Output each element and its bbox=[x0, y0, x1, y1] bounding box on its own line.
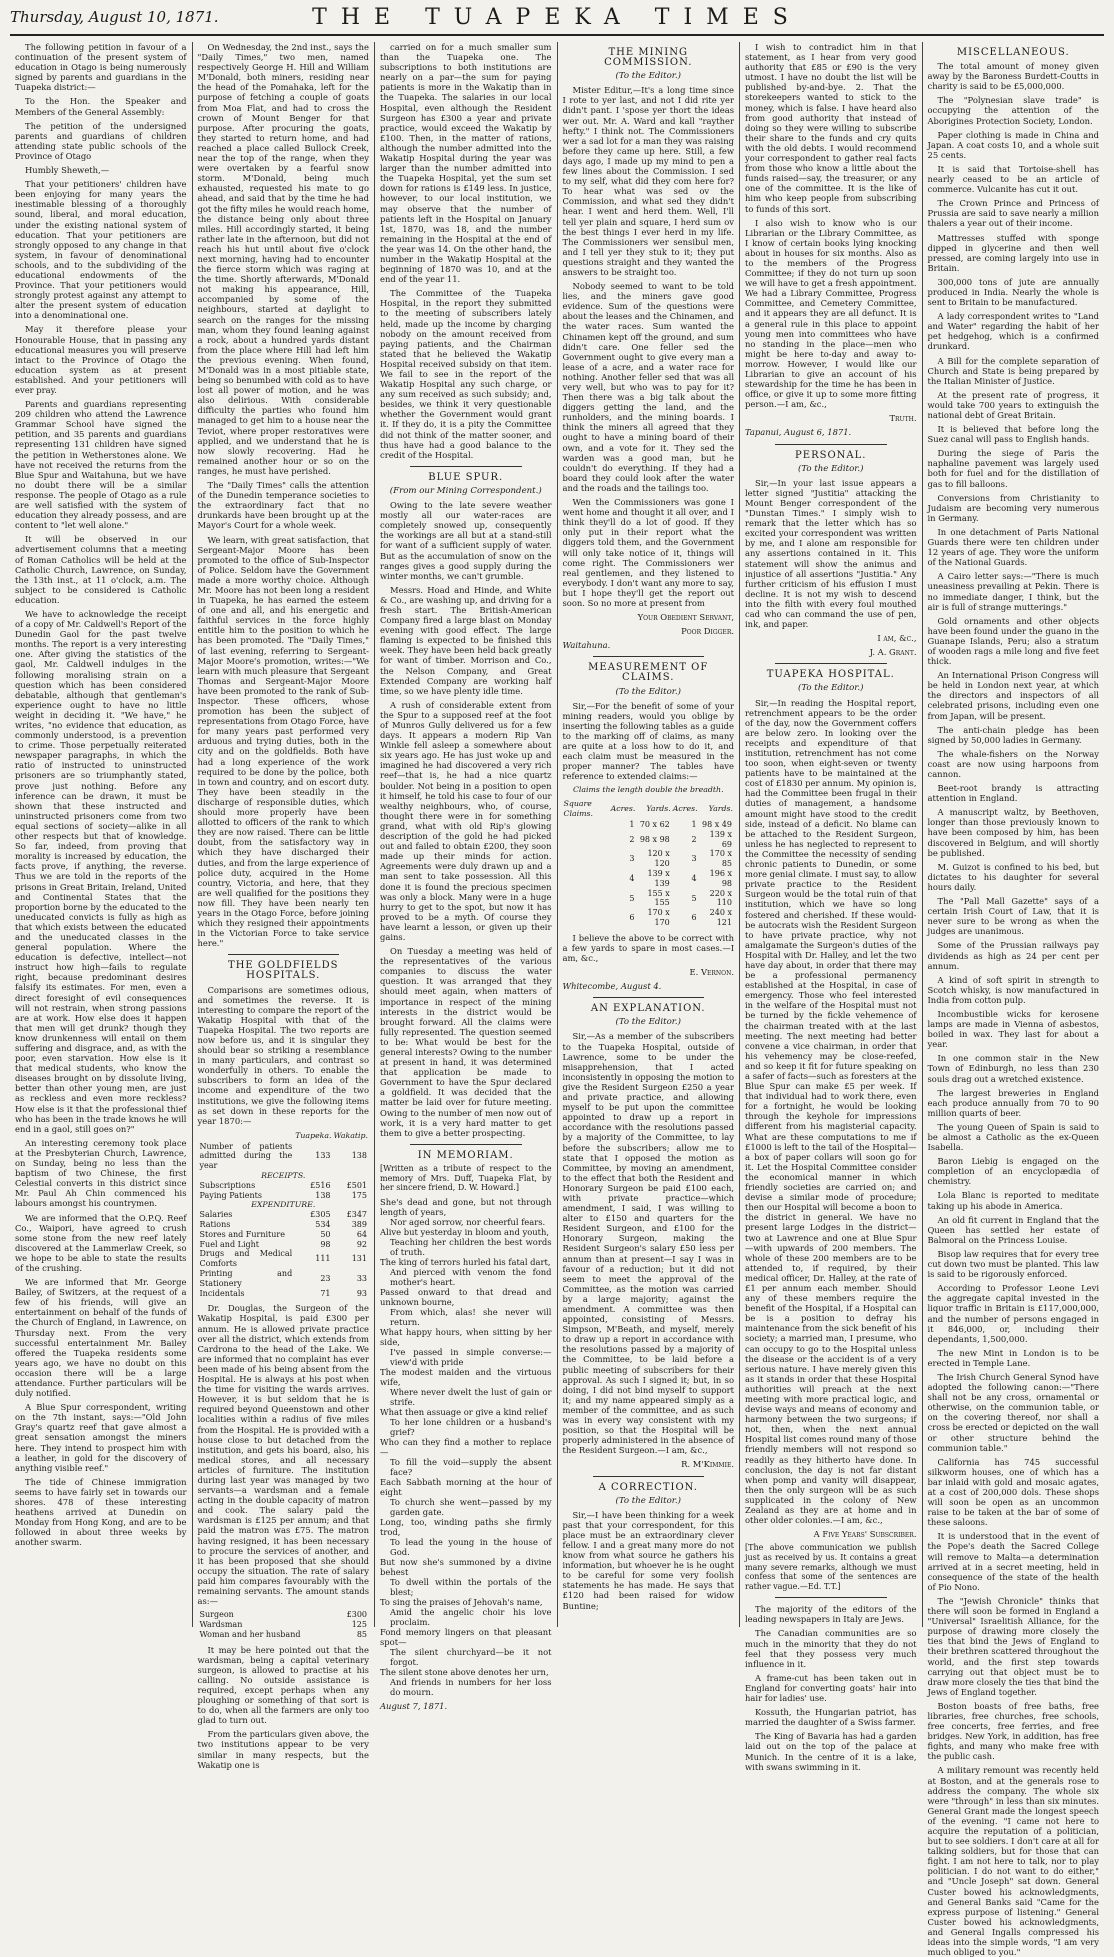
receipts-label: RECEIPTS. bbox=[261, 1171, 306, 1181]
table-cell: 5 bbox=[629, 893, 635, 903]
table-row bbox=[198, 1620, 370, 1630]
list-item: The "Jewish Chronicle" thinks that there will soon be formed in England a "Universal" Israelitish Alliance, for the purpose of drawing more closely the ties that bind the Jews of England to their brethren scattered throughout the world, and the first step towards carrying out that object must be to draw more closely the ties that bind the Jews of England together. bbox=[927, 1595, 1099, 1697]
table-cell: 98 x 98 bbox=[639, 834, 670, 844]
table-cell: 85 bbox=[356, 1629, 367, 1639]
table-cell: 71 bbox=[320, 1288, 331, 1298]
newspaper-title: THE TUAPEKA TIMES bbox=[312, 4, 802, 30]
divider bbox=[228, 954, 340, 955]
poem-line: Each Sabbath morning at the hour of eight bbox=[380, 1476, 552, 1497]
table-row bbox=[563, 820, 735, 830]
table-header: Yards. bbox=[708, 804, 733, 814]
correction-subheading: (To the Editor.) bbox=[615, 1495, 682, 1506]
blue-spur-rush: A rush of considerable extent from the Spur to a supposed reef at the foot of Munros Gully delivered us for a few days. It appears a modern Rip Van Winkle fell asleep a somewhere about six years ago. He has just woke up and imagined he had discovered a very rich reef—that is, he had a nice quartz boulder. Not being in a position to open it himself, he told his case to four of our wealthy neighbours, who, of course, thought there were in for something grand, what with old Rip's glowing description of the gold he had picked out and failed to obtain £200, they soon made up their minds for action. Agreements were duly drawn up and a man sent to take possession. All this done it is found the precious specimen was only a block. Many were in a huge hurry to get to the spot, but now it has proved to be a myth. Of course they have learnt a lesson, or given up their gains. bbox=[380, 699, 552, 942]
poem-line: What then assuage or give a kind relief bbox=[380, 1406, 548, 1417]
petition-signatures: Parents and guardians representing 209 children who attend the Lawrence Grammar School have signed the petition, and 35 parents and guardians representing 131 children have signed the petition in Wetherstones alone. We have not received the returns from the Blue Spur and Waitahuna, but we have no doubt there will be a similar response. The people of Otago as a rule are well satisfied with the system of education they already possess, and are content to "let well alone." bbox=[15, 399, 187, 531]
table-cell: 196 x 98 bbox=[709, 869, 732, 888]
poem-line: The silent churchyard—be it not forgot. bbox=[390, 1646, 552, 1667]
correction-letter: Sir,—I have been thinking for a week past that your correspondent, for this place must be an extraordinary clever fellow. I and a great many more do not know from what source he gathers his information, but whoever he is he ought to be careful for some very foolish statements he has made. He says that £120 had been raised for widow Buntine; bbox=[562, 1509, 734, 1611]
table-cell: 155 x 155 bbox=[647, 888, 670, 908]
table-cell: 139 x 69 bbox=[709, 829, 732, 849]
table-cell: 1 bbox=[691, 820, 697, 830]
poem-line: To church she went—passed by my garden gate. bbox=[390, 1496, 552, 1517]
memoriam-poem bbox=[380, 1197, 552, 1697]
petition-prayer: May it therefore please your Honourable House, that in passing any educational measures you will preserve intact to the Province of Otago the education system as at present established. And your petitioners will ever pray. bbox=[15, 324, 187, 395]
table-cell: 4 bbox=[691, 873, 697, 883]
list-item: The whale-fishers on the Norway coast are now using harpoons from cannon. bbox=[927, 748, 1099, 779]
table-cell bbox=[563, 849, 610, 869]
table-cell: 98 bbox=[320, 1239, 331, 1249]
list-item: Lola Blanc is reported to meditate taking up his abode in America. bbox=[927, 1190, 1099, 1211]
divider bbox=[593, 997, 705, 998]
poem-line: Passed onward to that dread and unknown bourne, bbox=[380, 1286, 552, 1307]
table-row bbox=[198, 1191, 370, 1201]
table-row bbox=[198, 1230, 370, 1240]
poem-line: And friends in numbers for her loss do mourn. bbox=[390, 1676, 552, 1697]
list-item: An old fit current in England that the Queen has settled her estate of Balmoral on the Princess Louise. bbox=[927, 1214, 1099, 1245]
poem-line: But now she's summoned by a divine behest bbox=[380, 1556, 552, 1577]
column-5 bbox=[740, 42, 923, 1772]
poem-line: I've passed in simple converse:—view'd with pride bbox=[390, 1346, 552, 1367]
poem-line: To dwell within the portals of the blest; bbox=[390, 1576, 552, 1597]
table-cell: 220 x 110 bbox=[709, 888, 732, 908]
table-cell: 175 bbox=[351, 1190, 367, 1200]
explanation-letter: Sir,—As a member of the subscribers to the Tuapeka Hospital, outside of Lawrence, some to be under the misapprehension, that I acted inconsistently in opposing the motion to give the Resident Surgeon £250 a year and private practice, and allowing myself to be put upon the committee appointed to draw up a report in accordance with the resolutions passed by a majority of the Committee, to lay before the subscribers; allow me to state that I opposed the motion as Committee, by moving an amendment, to the effect that both the Resident and Honorary Surgeon be paid £100 each, with private practice—which amendment, I said, I was willing to alter to £150 and quarters for the Resident Surgeon, and £100 for the Honorary Surgeon, making the Resident Surgeon's salary £50 less per annum than at present—I say I was in favour of a reduction; but it did not seem to meet the approval of the Committee, as the motion was carried by a large majority; against the amendment. A committee was then appointed, consisting of Messrs. Simpson, M'Beath, and myself, merely to draw up a report in accordance with the resolutions passed by a majority of the Committee, to be laid before a public meeting of subscribers for their approval. As such I signed it; but, in so doing, I did not bind myself to support it; and my name appeared simply as a member of the committee, and as such was in every way consistent with my position, so that the Hospital will be properly administered in the absence of the Resident Surgeon.—I am, &c., bbox=[562, 1031, 734, 1456]
table-cell: 6 bbox=[629, 913, 635, 923]
personal-signature: J. A. Grant. bbox=[869, 647, 917, 658]
petition-address: To the Hon. the Speaker and Members of the General Assembly: bbox=[15, 96, 187, 117]
blue-spur-subheading: (From our Mining Correspondent.) bbox=[389, 485, 542, 496]
list-item: The Crown Prince and Princess of Prussia are said to save nearly a million thalers a year out of their income. bbox=[927, 198, 1099, 229]
table-cell: 3 bbox=[629, 854, 635, 864]
tuapeka-hospital-subheading: (To the Editor.) bbox=[797, 683, 864, 694]
goldfields-hospitals-heading: THE GOLDFIELDS HOSPITALS. bbox=[228, 960, 339, 982]
list-item: A Cairo letter says:—"There is much uneasiness prevailing at Pekin. There is no immediate danger, I think, but the air is full of strange mutterings." bbox=[927, 571, 1099, 612]
tuapeka-hospital-letter: Sir,—In reading the Hospital report, retrenchment appears to be the order of the day, now the Government coffers are below zero. In looking over the receipts and expenditure of that institution, retrenchment has not come too soon, when eight-seven or twenty patients have to be maintained at the cost of £1830 per annum. My opinion is, had the Committee been frugal in their duties of management, a handsome amount might have stood to the credit side, instead of a deficit. No blame can be attached to the Resident Surgeon, unless he has neglected to represent to the Committee the necessity of sending chronic patients to Dunedin, or some more genial climate. I must say, to allow private practice to the Resident Surgeon would be the total ruin of that institution, which we have so long fostered and cherished. If these would-be autocrats wish the Resident Surgeon to have private practice, why not amalgamate the Surgeon's duties of the Hospital with Dr. Halley, and let the two have day about, in order that there may be a professional permanency established at the Hospital, in case of emergency. Those who feel interested in the welfare of the Hospital must not be turned by the fickle vehemence of the chairman treated with at the last meeting. The next meeting had better convene a vice chairman, in order that his vehemency may be close-reefed, and so keep it fit for future speaking on a safer of facts—such as foresters at the Blue Spur can make £5 per week. If that individual had to work there, even for a fortnight, he would be looking through the keyhole for impressions different from his magisterial capacity. What are these computations to me if £1000 is left to the tail of the Hospital—a box of paper collars will soon go for it. Let the Hospital Committee consider the economical manner in which friendly societies are carried on; and devise a similar mode of procedure; then our Hospital will become a boon to the district in general. We have no present large Lodges in the district—two at Lawrence and one at Blue Spur—with upwards of 200 members. The whole of these 200 members are to be attended to, if required, by their medical officer, Dr. Halley, at the rate of £1 per annum each member. Should any of these members require the benefit of the Hospital, if a Hospital can be is a position to defray his maintenance from the sick benefit of his society; a married man, I presume, who can occupy to go to the Hospital unless the disease or the accident is of a very serious nature. I have merely given this as it stands in order that these Hospital authorities will preach at the next meeting with more practical logic, and devise ways and means of economy and harmony between the two surgeons; if not, then, when the next annual Hospital list comes round many of those friendly members will not respond so readily as they hitherto have done. In conclusion, the day is not far distant when pomp and vanity will disappear, then the only surgeon will be as such supplicated in the colony of New Zealand as they are at home and in other older colonies.—I am, &c., bbox=[745, 697, 917, 1526]
table-cell bbox=[563, 820, 610, 830]
divider bbox=[775, 444, 887, 445]
list-item: It is understood that in the event of the Pope's death the Sacred College will remove to Malta—a determination arrived at in a secret meeting, held in consequence of the state of the health of Pio Nono. bbox=[927, 1531, 1099, 1592]
table-header: Tuapeka. bbox=[295, 1130, 332, 1140]
list-item: A Bill for the complete separation of Church and State is being prepared by the Italian Minister of Justice. bbox=[927, 355, 1099, 386]
poem-line: Who can they find a mother to replace— bbox=[380, 1436, 552, 1457]
list-item: During the siege of Paris the naphaline pavement was largely used both for fuel and for the distillation of gas to fill balloons. bbox=[927, 448, 1099, 489]
poem-line: She's dead and gone, but not through length of years, bbox=[380, 1196, 552, 1217]
table-cell: 170 x 170 bbox=[647, 908, 670, 928]
blue-spur-meeting: On Tuesday a meeting was held of the representatives of the various companies to discuss the water question. It was arranged that they should meet again, when matters of importance in respect of the mining interests in the district would be brought forward. All the claims were fully represented. The question seemed to be: What would be best for the general interests? Owing to the number at present in hand, it was determined that application be made to Government to have the Spur declared a goldfield. It was decided that the matter be laid over for future meeting. Owing to the number of men now out of work, it is a very hard matter to get them to give a better prospecting. bbox=[380, 946, 552, 1138]
claims-table bbox=[563, 798, 735, 927]
correction-continued-2: I also wish to know who is our Librarian or the Library Committee, as I know of certain books lying knocking about in houses for six months. Also as to the members of the Progress Committee; if they do not turn up soon we will have to get a fresh appointment. We had a Library Committee, Progress Committee, and Cemetery Committee, and it appears they are all defunct. It is a general rule in this place to appoint young men into committees who have no standing in the place—men who might be here to-day and away to-morrow. However, I would like our Librarian to give an account of his stewardship for the time he has been in office, or give it up to some more fitting person.—I am, &c., bbox=[745, 217, 917, 410]
table-cell: 33 bbox=[356, 1273, 367, 1283]
table-cell: 70 x 62 bbox=[639, 820, 670, 830]
blue-spur-companies: Messrs. Hoad and Hinde, and White & Co., are washing up, and driving for a fresh start. The British-American Company fired a large blast on Monday evening with good effect. The large flaming is expected to be finished this week. They have been held back greatly for want of timber. Morrison and Co., the Nelson Company, and Great Extended Company are working half time, so we have plenty idle time. bbox=[380, 584, 552, 696]
table-row bbox=[563, 889, 735, 909]
table-cell: £300 bbox=[346, 1610, 367, 1620]
mining-letter-3: Wen the Commissioners was gone I went home and thought it all over, and I think they'll do a lot of good. If they only put in their report what the diggers told them, and the Government will only take notice of it, things will come right. The Commissioners wer real gentlemen, and they listened to everybody. I don't want any more to say, but I hope they'll get the report out soon. So no more at present from bbox=[562, 497, 734, 608]
brief-goats-hair: A frame-cut has been taken out in England for converting goats' hair into hair for ladies' use. bbox=[745, 1672, 917, 1704]
claims-letter: Sir,—For the benefit of some of your mining readers, would you oblige by inserting the following tables as a guide to the marking off of claims, as many are quite at a loss how to do it, and each claim must be measured in the proper manner? The tables have reference to extended claims:— bbox=[562, 700, 734, 782]
table-cell: £501 bbox=[346, 1180, 367, 1190]
list-item: Conversions from Christianity to Judaism are becoming very numerous in Germany. bbox=[927, 492, 1099, 523]
table-cell: 93 bbox=[356, 1288, 367, 1298]
table-cell: Fuel and Light bbox=[199, 1239, 259, 1249]
miscellaneous-list bbox=[928, 61, 1100, 1957]
table-cell: 2 bbox=[629, 834, 635, 844]
divider bbox=[593, 656, 705, 657]
table-cell: £516 bbox=[310, 1180, 331, 1190]
list-item: Baron Liebig is engaged on the completion of an encyclopædia of chemistry. bbox=[927, 1156, 1099, 1187]
tuapeka-hospital-signature: A Five Years' Subscriber. bbox=[813, 1529, 917, 1540]
table-row bbox=[198, 1249, 370, 1269]
temperance-note: The "Daily Times" calls the attention of the Dunedin temperance societies to the extraordinary fact that no drunkards have been brought up at the Mayor's Court for a whole week. bbox=[197, 480, 369, 531]
police-promotion: We learn, with great satisfaction, that Sergeant-Major Moore has been promoted to the office of Sub-Inspector of Police. Seldom have the Government made a more worthy choice. Although Mr. Moore has not been long a resident in Tuapeka, he has earned the esteem of one and all, and his energetic and faithful services in the force highly entitle him to the position to which he has been promoted. The "Daily Times," of last evening, referring to Sergeant-Major Moore's promotion, writes:—"We learn with much pleasure that Sergeant Thomas and Sergeant-Major Moore have been promoted to the rank of Sub-Inspector. These officers, whose promotion has been the subject of representations from Otago Force, have for many years past performed very arduous and trying duties, both in the city and on the goldfields. Both have had a long experience of the work required to be done by the police, both in town and country, and on escort duty. They have been steadily in the discharge of responsible duties, which should more properly have been allotted to officers of the rank to which they are now raised. There can be little doubt, from the satisfactory way in which they have discharged their duties, and from the large experience of police duty, acquired in the Home country, Victoria, and here, that they are well qualified for the positions they now fill. They have been nearly ten years in the Otago Force, before joining which they resigned their appointments in the Victorian Force to take service here." bbox=[197, 534, 369, 949]
list-item: Some of the Prussian railways pay dividends as high as 24 per cent per annum. bbox=[927, 940, 1099, 971]
list-item: Boston boasts of free baths, free libraries, free churches, free schools, free concerts, free ferries, and free bridges. New York, in addition, has free fights, and many who make free with the public cash. bbox=[927, 1700, 1099, 1762]
column-6 bbox=[923, 42, 1105, 1957]
poem-line: Teaching her children the best words of truth. bbox=[390, 1236, 552, 1257]
table-header bbox=[198, 1130, 295, 1142]
table-cell: 64 bbox=[356, 1229, 367, 1239]
correction-heading: A CORRECTION. bbox=[598, 1481, 698, 1493]
poem-line: Long, too, winding paths she firmly trod, bbox=[380, 1516, 552, 1537]
table-cell: 138 bbox=[351, 1151, 367, 1161]
editor-note: [The above communication we publish just as received by us. It contains a great many severe remarks, although we must confess that some of the sentences are rather vague.—Ed. T.T.] bbox=[745, 1543, 917, 1591]
wakatip-surgeon: Dr. Douglas, the Surgeon of the Wakatip Hospital, is paid £300 per annum. He is allowed private practice over all the district, which extends from Cardrona to the head of the Lake. We are informed that no complaint has ever been made of his being absent from the Hospital. He is always at his post when the time for visiting the wards arrives. However, it is but seldom that he is required beyond Queenstown and other localities within a radius of five miles from the Hospital. He is provided with a house close to but detached from the institution, and gets his board, also, his medical stores, and all necessary articles of furniture. The institution during last year was managed by two servants—a wardsman and a female acting in the double capacity of matron and cook. The salary paid the wardsman is £125 per annum; and that paid the matron was £75. The matron having resigned, it has been necessary to procure the services of another, and it has been proposed that she should occupy the situation. The rate of salary paid him compares favourably with the remaining servants. The amount stands as:— bbox=[197, 1303, 369, 1607]
list-item: Gold ornaments and other objects have been found under the guano in the Guanape Islands, Peru; also a stratum of wooden rags a mile long and five feet thick. bbox=[927, 615, 1099, 667]
list-item: In one detachment of Paris National Guards there were ten children under 12 years of age. They wore the uniform of the National Guards. bbox=[927, 526, 1099, 568]
list-item: The young Queen of Spain is said to be almost a Catholic as the ex-Queen Isabella. bbox=[927, 1121, 1099, 1153]
explanation-subheading: (To the Editor.) bbox=[615, 1017, 682, 1028]
hospital-committee: The Committee of the Tuapeka Hospital, in the report they submitted to the meeting of subscribers lately held, made up the income by charging nobody on the amount received from paying patients, and the Chairman stated that he believed the Wakatip Hospital received subsidy on that item. We fail to see in the report of the Wakatip Hospital any such charge, or any sum received as such subsidy; and, besides, we think it very questionable whether the Government would grant it. If they do, it is a pity the Committee did not think of the matter sooner, and thus have had a good balance to the credit of the Hospital. bbox=[380, 288, 552, 460]
list-item: The largest breweries in England each produce annually from 70 to 90 million quarts of beer. bbox=[927, 1087, 1099, 1118]
table-cell: Stores and Furniture bbox=[199, 1229, 285, 1239]
personal-letter: Sir,—In your last issue appears a letter signed "Justitia" attacking the Mount Benger correspondent of the "Dunstan Times." I simply wish to remark that the letter which has so excited your correspondent was written by me, and I alone am responsible for any assertions contained in it. This statement will show the animus and injustice of all assertions "Justitia." Any further criticism of his effusion I must decline. It is not my wish to descend into the filth with every foul mouthed cad who can command the use of pen, ink, and paper. bbox=[745, 477, 917, 630]
table-cell: Surgeon bbox=[199, 1610, 234, 1620]
table-cell: 92 bbox=[356, 1239, 367, 1249]
poem-line: To her lone children or a husband's grief? bbox=[390, 1416, 552, 1437]
list-item: Beet-root brandy is attracting attention in England. bbox=[927, 783, 1099, 804]
table-cell: 125 bbox=[351, 1620, 367, 1629]
table-cell: 139 x 139 bbox=[647, 869, 670, 888]
table-cell: Woman and her husband bbox=[199, 1629, 301, 1639]
list-item: California has 745 successful silkworm houses, one of which has a bar inlaid with gold and mosaic agates, at a cost of 200,000 dols. These shops will soon be open as an uncommon raise to be taken at the bar of some of these saloons. bbox=[927, 1456, 1099, 1528]
brief-canada: The Canadian communities are so much in the minority that they do not feel that they possess very much influence in it. bbox=[745, 1628, 917, 1669]
table-row bbox=[563, 830, 735, 850]
list-item: In one common stair in the New Town of Edinburgh, no less than 230 souls drag out a wretched existence. bbox=[927, 1053, 1099, 1084]
table-cell: 111 bbox=[315, 1254, 331, 1264]
table-header-row bbox=[198, 1130, 370, 1142]
hospitals-comparison: Comparisons are sometimes odious, and sometimes the reverse. It is interesting to compare the report of the Wakatip Hospital with that of the Tuapeka Hospital. The two reports are now before us, and it is singular they should bear so striking a resemblance in many particulars, and contrast so wonderfully in others. To enable the subscribers to form an idea of the income and expenditure of the two institutions, we give the following items as set down in these reports for the year 1870:— bbox=[197, 984, 369, 1126]
snow-storm-story: On Wednesday, the 2nd inst., says the "Daily Times," two men, named respectively George H. Hill and William M'Donald, both miners, residing near the head of the Pomahaka, left for the purpose of fetching a couple of goats from Moa Flat, and had to cross the crown of Mount Benger for that purpose. After procuring the goats, they started to return home, and had reached a place called Bullock Creek, near the top of the range, when they were overtaken by a fearful snow storm. M'Donald, being much exhausted, requested his mate to go ahead, and said that by the time he had got the fifty miles he would reach home, the distance being only about three miles. Hill accordingly started, it being rather late in the afternoon, but did not reach his hut until about five o'clock next morning, having had to encounter the fierce storm which was raging at the time. Shortly afterwards, M'Donald not making his appearance, Hill, accompanied by some of the neighbours, started at daylight to search on the ranges for the missing man, whom they found leaning against a rock, about a hundred yards distant from the place where Hill had left him the previous evening. When found, M'Donald was in a most pitiable state, being so benumbed with cold as to have lost all power of motion, and he was also delirious. With considerable difficulty the parties who found him managed to get him to a house near the Teviot, where proper restoratives were applied, and we understand that he is now slowly recovering. Had he remained another hour or so on the ranges, he must have perished. bbox=[197, 42, 369, 476]
table-cell: Wardsman bbox=[199, 1620, 243, 1629]
correction-place: Tapanui, August 6, 1871. bbox=[745, 427, 852, 438]
tuapeka-hospital-heading: TUAPEKA HOSPITAL. bbox=[766, 669, 895, 681]
table-cell bbox=[563, 908, 610, 928]
chinese-baptism: An interesting ceremony took place at the Presbyterian Church, Lawrence, on Sunday, being no less than the baptism of two Chinese, the first Celestial converts in this district since Mr. Paul Ah Chin commenced his labours amongst his countrymen. bbox=[15, 1137, 187, 1209]
table-row bbox=[198, 1630, 370, 1640]
table-cell: £347 bbox=[346, 1210, 367, 1220]
table-section-row bbox=[198, 1200, 370, 1210]
table-row bbox=[563, 908, 735, 928]
table-header: Yards. bbox=[646, 804, 671, 814]
table-cell: Drugs and Medical Comforts bbox=[199, 1249, 293, 1269]
poem-date: August 7, 1871. bbox=[380, 1700, 448, 1711]
personal-signoff: I am, &c., bbox=[877, 633, 917, 644]
list-item: A kind of soft spirit in strength to Scotch whisky, is now manufactured in India from cotton pulp. bbox=[927, 974, 1099, 1005]
divider bbox=[775, 1597, 887, 1598]
poem-line: And pierced with venom the fond mother's heart. bbox=[390, 1266, 552, 1287]
poem-line: The king of terrors hurled his fatal dart, bbox=[380, 1256, 551, 1267]
hospitals-continued: From the particulars given above, the two institutions appear to be very similar in many respects, but the Wakatip one is bbox=[197, 1729, 369, 1770]
petition-body: That your petitioners' children have been enjoying for many years the inestimable blessing of a thoroughly sound, liberal, and moral education, under the existing national system of education. That your petitioners are strongly opposed to any change in that system, in favour of denominational schools, and to the subdividing of the educational endowments of the Province. That your petitioners would strongly protest against any attempt to alter the present system of education into a denominational one. bbox=[15, 179, 187, 321]
table-row bbox=[198, 1181, 370, 1191]
claims-table-caption: Claims the length double the breadth. bbox=[572, 785, 724, 795]
list-item: According to Professor Leone Levi the aggregate capital invested in the liquor traffic in Britain is £117,000,000, and the number of persons engaged in it 846,000, or, including their dependants, 1,500,000. bbox=[927, 1283, 1099, 1344]
table-row bbox=[198, 1240, 370, 1250]
gaol-report: We have to acknowledge the receipt of a copy of Mr. Caldwell's Report of the Dunedin Gaol for the past twelve months. The report is a very interesting one. After giving the statistics of the gaol, Mr. Caldwell indulges in the following moralising strain on a question which has been considered debatable, although that gentleman's experience ought to have no little weight in deciding it. "We have," he writes, "no evidence that education, as commonly understood, is a prevention to crime. Those perpetually reiterated newspaper paragraphs, in which the ratio of instructed to uninstructed prisoners are so triumphantly stated, prove just nothing. Before any inference can be drawn, it must be shown that these instructed and uninstructed prisoners come from two equal sections of society—alike in all other respects but that of knowledge. So far, indeed, from proving that morality is increased by education, the facts prove, if anything, the reverse. Thus we are told in the reports of the prisons in Great Britain, Ireland, United and Continental States that the proportion borne by the educated to the uneducated convicts is fully as high as that which exists between the educated and the uneducated classes in the general population. Where the education is defective, intellect—not instruct how high—fails to regulate right, because predominant desires falsify its estimates. For men, even a direct foresight of evil consequences will not restrain, when strong passions are at work. How else does it happen that men will get drunk? though they know drunkenness will entail on them suffering and disgrace, and, as with the poor, even starvation. How else is it that medical students, who know the diseases brought on by dissolute living, better than other young men, are just as reckless and even more reckless? How else is it that the professional thief who has been in the trade knows he will end in a gaol, still goes on?" bbox=[15, 608, 187, 1134]
table-row bbox=[198, 1142, 370, 1171]
column-3 bbox=[375, 42, 558, 1711]
memoriam-note: [Written as a tribute of respect to the memory of Mrs. Duff, Tuapeka Flat, by her sincere friend, D. W. Howard.] bbox=[380, 1163, 552, 1193]
issue-date: Thursday, August 10, 1871. bbox=[10, 8, 219, 26]
list-item: It is said that Tortoise-shell has nearly ceased to be an article of commerce. Vulcanite has cut it out. bbox=[927, 163, 1099, 195]
masthead bbox=[10, 0, 1104, 36]
table-cell bbox=[563, 830, 610, 850]
table-cell: Printing and Stationery bbox=[199, 1269, 293, 1288]
mining-place: Waitahuna. bbox=[562, 640, 611, 651]
divider bbox=[775, 663, 887, 664]
table-cell: 5 bbox=[691, 893, 697, 903]
brief-italy: The majority of the editors of the leading newspapers in Italy are Jews. bbox=[745, 1604, 917, 1625]
hospital-accounts-table bbox=[198, 1130, 370, 1299]
table-cell: 4 bbox=[629, 873, 635, 883]
table-cell: Incidentals bbox=[199, 1288, 245, 1298]
table-row bbox=[563, 869, 735, 889]
blue-spur-note: A Blue Spur correspondent, writing on the 7th instant, says:—"Old John Gray's quartz reef that gave almost a great sensation amongst the miners here. They intend to prospect him with a leather, in gold for the discovery of anything visible reef." bbox=[15, 1402, 187, 1473]
table-cell: Paying Patients bbox=[199, 1190, 262, 1200]
catholic-meeting: It will be observed in our advertisement columns that a meeting of Roman Catholics will be held at the Catholic Church, Lawrence, on Sunday, the 13th inst., at 11 o'clock, a.m. The subject to be considered is Catholic education. bbox=[15, 534, 187, 605]
poem-line: The modest maiden and the virtuous wife, bbox=[380, 1366, 552, 1387]
petition-preamble: The petition of the undersigned parents and guardians of children attending state public schools of the Province of Otago bbox=[15, 120, 187, 161]
wardsman-note: It may be here pointed out that the wardsman, being a capital veterinary surgeon, is allowed to practise at his calling. No outside assistance is required, except perhaps when any ploughing or something of that sort is to do, when all the farmers are only too glad to turn out. bbox=[197, 1644, 369, 1726]
table-cell: 1 bbox=[629, 820, 635, 830]
table-cell: 138 bbox=[315, 1190, 331, 1200]
divider bbox=[410, 466, 522, 467]
table-header-row bbox=[563, 798, 735, 820]
table-header: Acres. bbox=[672, 804, 698, 814]
table-header: Acres. bbox=[610, 804, 636, 814]
mining-letter-1: Mister Editur,—It's a long time since I rote to yer last, and not I did rite yer didn't pant. I 'spose yer thort the ideas wer out. Mr. A. Ward and kall "rayther hefty." I think not. The Commissioners wer a sad lot for a man they was raising before they came up here. Still, a few days ago, I made up my mind to pen a few lines about the Commission. I sed to my self, what did they com here for? To hear what was sed ov the Commission, and what sed they didn't hear. I went and herd them. Well, I'll tell yer plain and square, I herd sum ov the best things I ever herd in my life. The Commissioners wer sensibul men, and I tell yer they stuk to it; they put questions straight and they wanted the answers to be straight too. bbox=[562, 85, 734, 277]
salary-table bbox=[198, 1610, 370, 1639]
table-cell: 6 bbox=[691, 913, 697, 923]
poem-line: To fill the void—supply the absent face? bbox=[390, 1456, 552, 1477]
list-item: A lady correspondent writes to "Land and Water" regarding the habit of her pet hedgehog, which is a confirmed drunkard. bbox=[927, 311, 1099, 352]
list-item: The anti-chain pledge has been signed by 50,000 ladies in Germany. bbox=[927, 724, 1099, 745]
table-cell: 120 x 120 bbox=[647, 849, 670, 869]
blue-spur-heading: BLUE SPUR. bbox=[428, 471, 504, 483]
poem-line: Where never dwelt the lust of gain or strife. bbox=[390, 1386, 552, 1407]
mining-commission-heading: THE MINING COMMISSION. bbox=[604, 47, 693, 69]
in-memoriam-heading: IN MEMORIAM. bbox=[417, 1149, 514, 1161]
list-item: It is believed that before long the Suez canal will pass to English hands. bbox=[927, 424, 1099, 445]
table-header: Wakatip. bbox=[333, 1130, 368, 1140]
blue-spur-weather: Owing to the late severe weather mostly all our water-races are completely snowed up, consequently the workings are all but at a stand-still for want of a sufficient supply of water. But as the accumulation of snow on the ranges gives a good supply during the winter months, we can't grumble. bbox=[380, 500, 552, 581]
poem-line: Nor aged sorrow, nor cheerful fears. bbox=[390, 1216, 546, 1227]
poem-line: Amid the angelic choir his love proclaim. bbox=[390, 1606, 552, 1627]
mining-signoff: Your Obedient Servant, bbox=[637, 612, 734, 623]
list-item: An International Prison Congress will be held in London next year, at which the directors and inspectors of all celebrated prisons, including even one from Japan, will be present. bbox=[927, 670, 1099, 721]
divider bbox=[410, 1144, 522, 1145]
personal-heading: PERSONAL. bbox=[795, 449, 867, 461]
expenditure-label: EXPENDITURE. bbox=[251, 1200, 316, 1210]
table-cell: 50 bbox=[320, 1229, 331, 1239]
column-2 bbox=[193, 42, 376, 1770]
table-cell: 98 x 49 bbox=[702, 820, 732, 830]
table-row bbox=[198, 1610, 370, 1620]
table-cell: 131 bbox=[351, 1254, 367, 1264]
list-item: A manuscript waltz, by Beethoven, longer than those previously known to have been composed by him, has been discovered in Belgium, and will shortly be published. bbox=[927, 807, 1099, 858]
table-section-row bbox=[198, 1171, 370, 1181]
table-cell: 133 bbox=[315, 1151, 331, 1161]
table-cell bbox=[563, 869, 610, 889]
list-item: At the present rate of progress, it would take 700 years to extinguish the national debt of Great Britain. bbox=[927, 389, 1099, 420]
poem-line: Fond memory lingers on that pleasant spot— bbox=[380, 1626, 552, 1647]
correction-signature: Truth. bbox=[889, 413, 917, 424]
table-cell: Number of patients admitted during the year bbox=[199, 1141, 293, 1171]
mining-signature: Poor Digger. bbox=[681, 626, 734, 637]
list-item: Incombustible wicks for kerosene lamps are made in Vienna of asbestos, boiled in wax. They last for about a year. bbox=[927, 1008, 1099, 1050]
table-cell: 534 bbox=[315, 1220, 331, 1230]
list-item: M. Guizot is confined to his bed, but dictates to his daughter for several hours daily. bbox=[927, 861, 1099, 892]
miscellaneous-heading: MISCELLANEOUS. bbox=[956, 47, 1070, 58]
chinese-immigration: The tide of Chinese immigration seems to have fairly set in towards our shores. 478 of these interesting heathens arrived at Dunedin on Monday from Hong Kong, and are to be followed in about three weeks by another swarm. bbox=[15, 1476, 187, 1548]
column-4 bbox=[558, 42, 741, 1627]
table-row bbox=[198, 1210, 370, 1220]
table-cell: 389 bbox=[351, 1220, 367, 1230]
list-item: The total amount of money given away by the Baroness Burdett-Coutts in charity is said to be £5,000,000. bbox=[927, 61, 1099, 92]
claims-subheading: (To the Editor.) bbox=[615, 686, 682, 697]
table-cell: 3 bbox=[691, 854, 697, 864]
list-item: Bisop law requires that for every tree cut down two must be planted. This law is said to be rigorously enforced. bbox=[927, 1248, 1099, 1280]
table-cell: Subscriptions bbox=[199, 1180, 256, 1190]
mining-commission-subheading: (To the Editor.) bbox=[615, 71, 682, 82]
explanation-signature: R. M'Kimmie. bbox=[681, 1459, 734, 1470]
correction-continued-1: I wish to contradict him in that statement, as I hear from very good authority that £85 or £90 is the very utmost. I have no doubt the list will be published by-and-bye. 2. That the storekeepers wanted to stick to the money, which is false. I have heard also from good authority that instead of doing so they were willing to subscribe their share to the funds and cry quits with the old debts. I would recommend your correspondent to gather real facts from those who know a little about the funds raised—say, the treasurer, or any one of the committee. It is the like of him who keep people from subscribing to funds of this sort. bbox=[745, 42, 917, 214]
table-cell bbox=[563, 889, 610, 909]
personal-subheading: (To the Editor.) bbox=[797, 463, 864, 474]
list-item: The "Pall Mall Gazette" says of a certain Irish Court of Law, that it is never sure to be wrong as when the judges are unanimous. bbox=[927, 896, 1099, 937]
list-item: The new Mint in London is to be erected in Temple Lane. bbox=[927, 1347, 1099, 1368]
table-cell: 240 x 121 bbox=[709, 908, 732, 928]
poem-line: To sing the praises of Jehovah's name, bbox=[380, 1596, 543, 1607]
list-item: 300,000 tons of jute are annually produced in India. Nearly the whole is sent to Britain to be manufactured. bbox=[927, 276, 1099, 308]
list-item: A military remount was recently held at Boston, and at the generals rose to address the company. The whole six were "through" in less than six minutes. General Grant made the longest speech of the evening. "I came not here to acquire the reputation of a politician, but to see soldiers. I don't care at all for talking soldiers, but for those that can fight. I am not here to talk, nor to play politician. I do not want to do either," and "Uncle Joseph" sat down. General Custer bowed his acknowledgments, and General Banks said "Came for the express purpose of listening." General Custer bowed his acknowledgments, and General Ingalls compressed his ideas into the simple words, "I am very much obliged to you." bbox=[927, 1765, 1099, 1957]
claims-closing: I believe the above to be correct with a few yards to spare in most cases.—I am, &c., bbox=[562, 932, 734, 964]
claims-heading: MEASUREMENT OF CLAIMS. bbox=[588, 662, 709, 684]
petition-intro: The following petition in favour of a continuation of the present system of education in Otago is being numerously signed by parents and guardians in the Tuapeka district:— bbox=[15, 42, 187, 93]
table-row bbox=[198, 1269, 370, 1289]
table-cell: Salaries bbox=[199, 1210, 233, 1220]
poem-line: What happy hours, when sitting by her side, bbox=[380, 1326, 552, 1347]
column-1 bbox=[10, 42, 193, 1627]
petition-sheweth: Humbly Sheweth,— bbox=[25, 165, 110, 176]
table-header: Square Claims. bbox=[563, 799, 593, 819]
mining-letter-2: Nobody seemed to want to be told lies, and the miners gave good evidence. Sum of the questions were about the leases and the Chinamen, and the water races. Sum wanted the Chinamen kept off the ground, and sum didn't care. One feller sed the Government ought to give every man a lease of a acre, and a water race for nothing. Another feller sed that was all very well, but who was to pay for it? Then there was a big talk about the diggers getting the land, and the runholders, and the mining boards. I think the miners all agreed that they ought to have a mining board of their own, and a vote for it. They sed the warden was a good man, but he couldn't do everything. If they had a board they could look after the water and the roads and the tailings too. bbox=[562, 281, 734, 493]
table-row bbox=[198, 1220, 370, 1230]
table-cell: £305 bbox=[310, 1210, 331, 1220]
brief-bavaria: The King of Bavaria has had a garden laid out on the top of the palace at Munich. In the centre of it is a lake, with swans swimming in it. bbox=[745, 1731, 917, 1772]
list-item: The Irish Church General Synod have adopted the following canon:—"There shall not be any cross, ornamental or otherwise, on the communion table, or on the covering thereof, nor shall a cross be erected or depicted on the wall or other structure behind the communion table." bbox=[927, 1371, 1099, 1453]
table-cell: 2 bbox=[691, 834, 697, 844]
list-item: The "Polynesian slave trade" is occupying the attention of the Aborigines Protection Society, London. bbox=[927, 95, 1099, 126]
claims-signature: E. Vernon. bbox=[689, 967, 734, 978]
table-cell: 170 x 85 bbox=[709, 849, 732, 869]
table-row bbox=[563, 849, 735, 869]
explanation-heading: AN EXPLANATION. bbox=[590, 1003, 706, 1015]
poem-line: Alive but yesterday in bloom and youth, bbox=[380, 1226, 550, 1237]
table-cell: Rations bbox=[199, 1220, 231, 1230]
table-cell: 23 bbox=[320, 1273, 331, 1283]
list-item: Mattresses stuffed with sponge dipped in glycerine and then well pressed, are coming largely into use in Britain. bbox=[927, 232, 1099, 273]
poem-line: From which, alas! she never will return. bbox=[390, 1306, 552, 1327]
columns bbox=[0, 36, 1114, 1957]
reef-company: We are informed that the O.P.Q. Reef Co., Waipori, have agreed to crush some stone from the new reef lately discovered at the Lammerlaw Creek, so we hope to be able to state the results of the crushing. bbox=[15, 1212, 187, 1273]
entertainment-notice: We are informed that Mr. George Bailey, of Switzers, at the request of a few of his friends, will give an entertainment on behalf of the funds of the Church of England, in Lawrence, on Thursday next. From the very successful entertainment Mr. Bailey offered the Tuapeka residents some years ago, we have no doubt on this occasion there will be a large attendance. Further particulars will be duly notified. bbox=[15, 1277, 187, 1399]
claims-place: Whitecombe, August 4. bbox=[562, 981, 662, 992]
table-row bbox=[198, 1289, 370, 1299]
poem-line: The silent stone above denotes her urn, bbox=[380, 1666, 549, 1677]
hospitals-continuation: carried on for a much smaller sum than the Tuapeka one. The subscriptions to both institutions are nearly on a par—the sum for paying patients is more in the Wakatip than in the Tuapeka. The salaries in our local Hospital, even although the Resident Surgeon has £300 a year and private practice, would exceed the Wakatip by £100. Then, in the matter of rations, although the number admitted into the Wakatip Hospital during the year was larger than the number admitted into the Tuapeka Hospital, yet the sum set down for rations is £149 less. In justice, however, to our local institution, we may observe that the number of patients left in the Hospital on January 1st, 1870, was 18, and the number remaining in the Hospital at the end of the year was 14. On the other hand, the number in the Wakatip Hospital at the beginning of 1870 was 10, and at the end of the year 11. bbox=[380, 42, 552, 285]
list-item: Paper clothing is made in China and Japan. A coat costs 10, and a whole suit 25 cents. bbox=[927, 129, 1099, 160]
brief-kossuth: Kossuth, the Hungarian patriot, has married the daughter of a Swiss farmer. bbox=[745, 1707, 917, 1728]
divider bbox=[593, 1476, 705, 1477]
poem-line: To lead the young in the house of God. bbox=[390, 1536, 552, 1557]
